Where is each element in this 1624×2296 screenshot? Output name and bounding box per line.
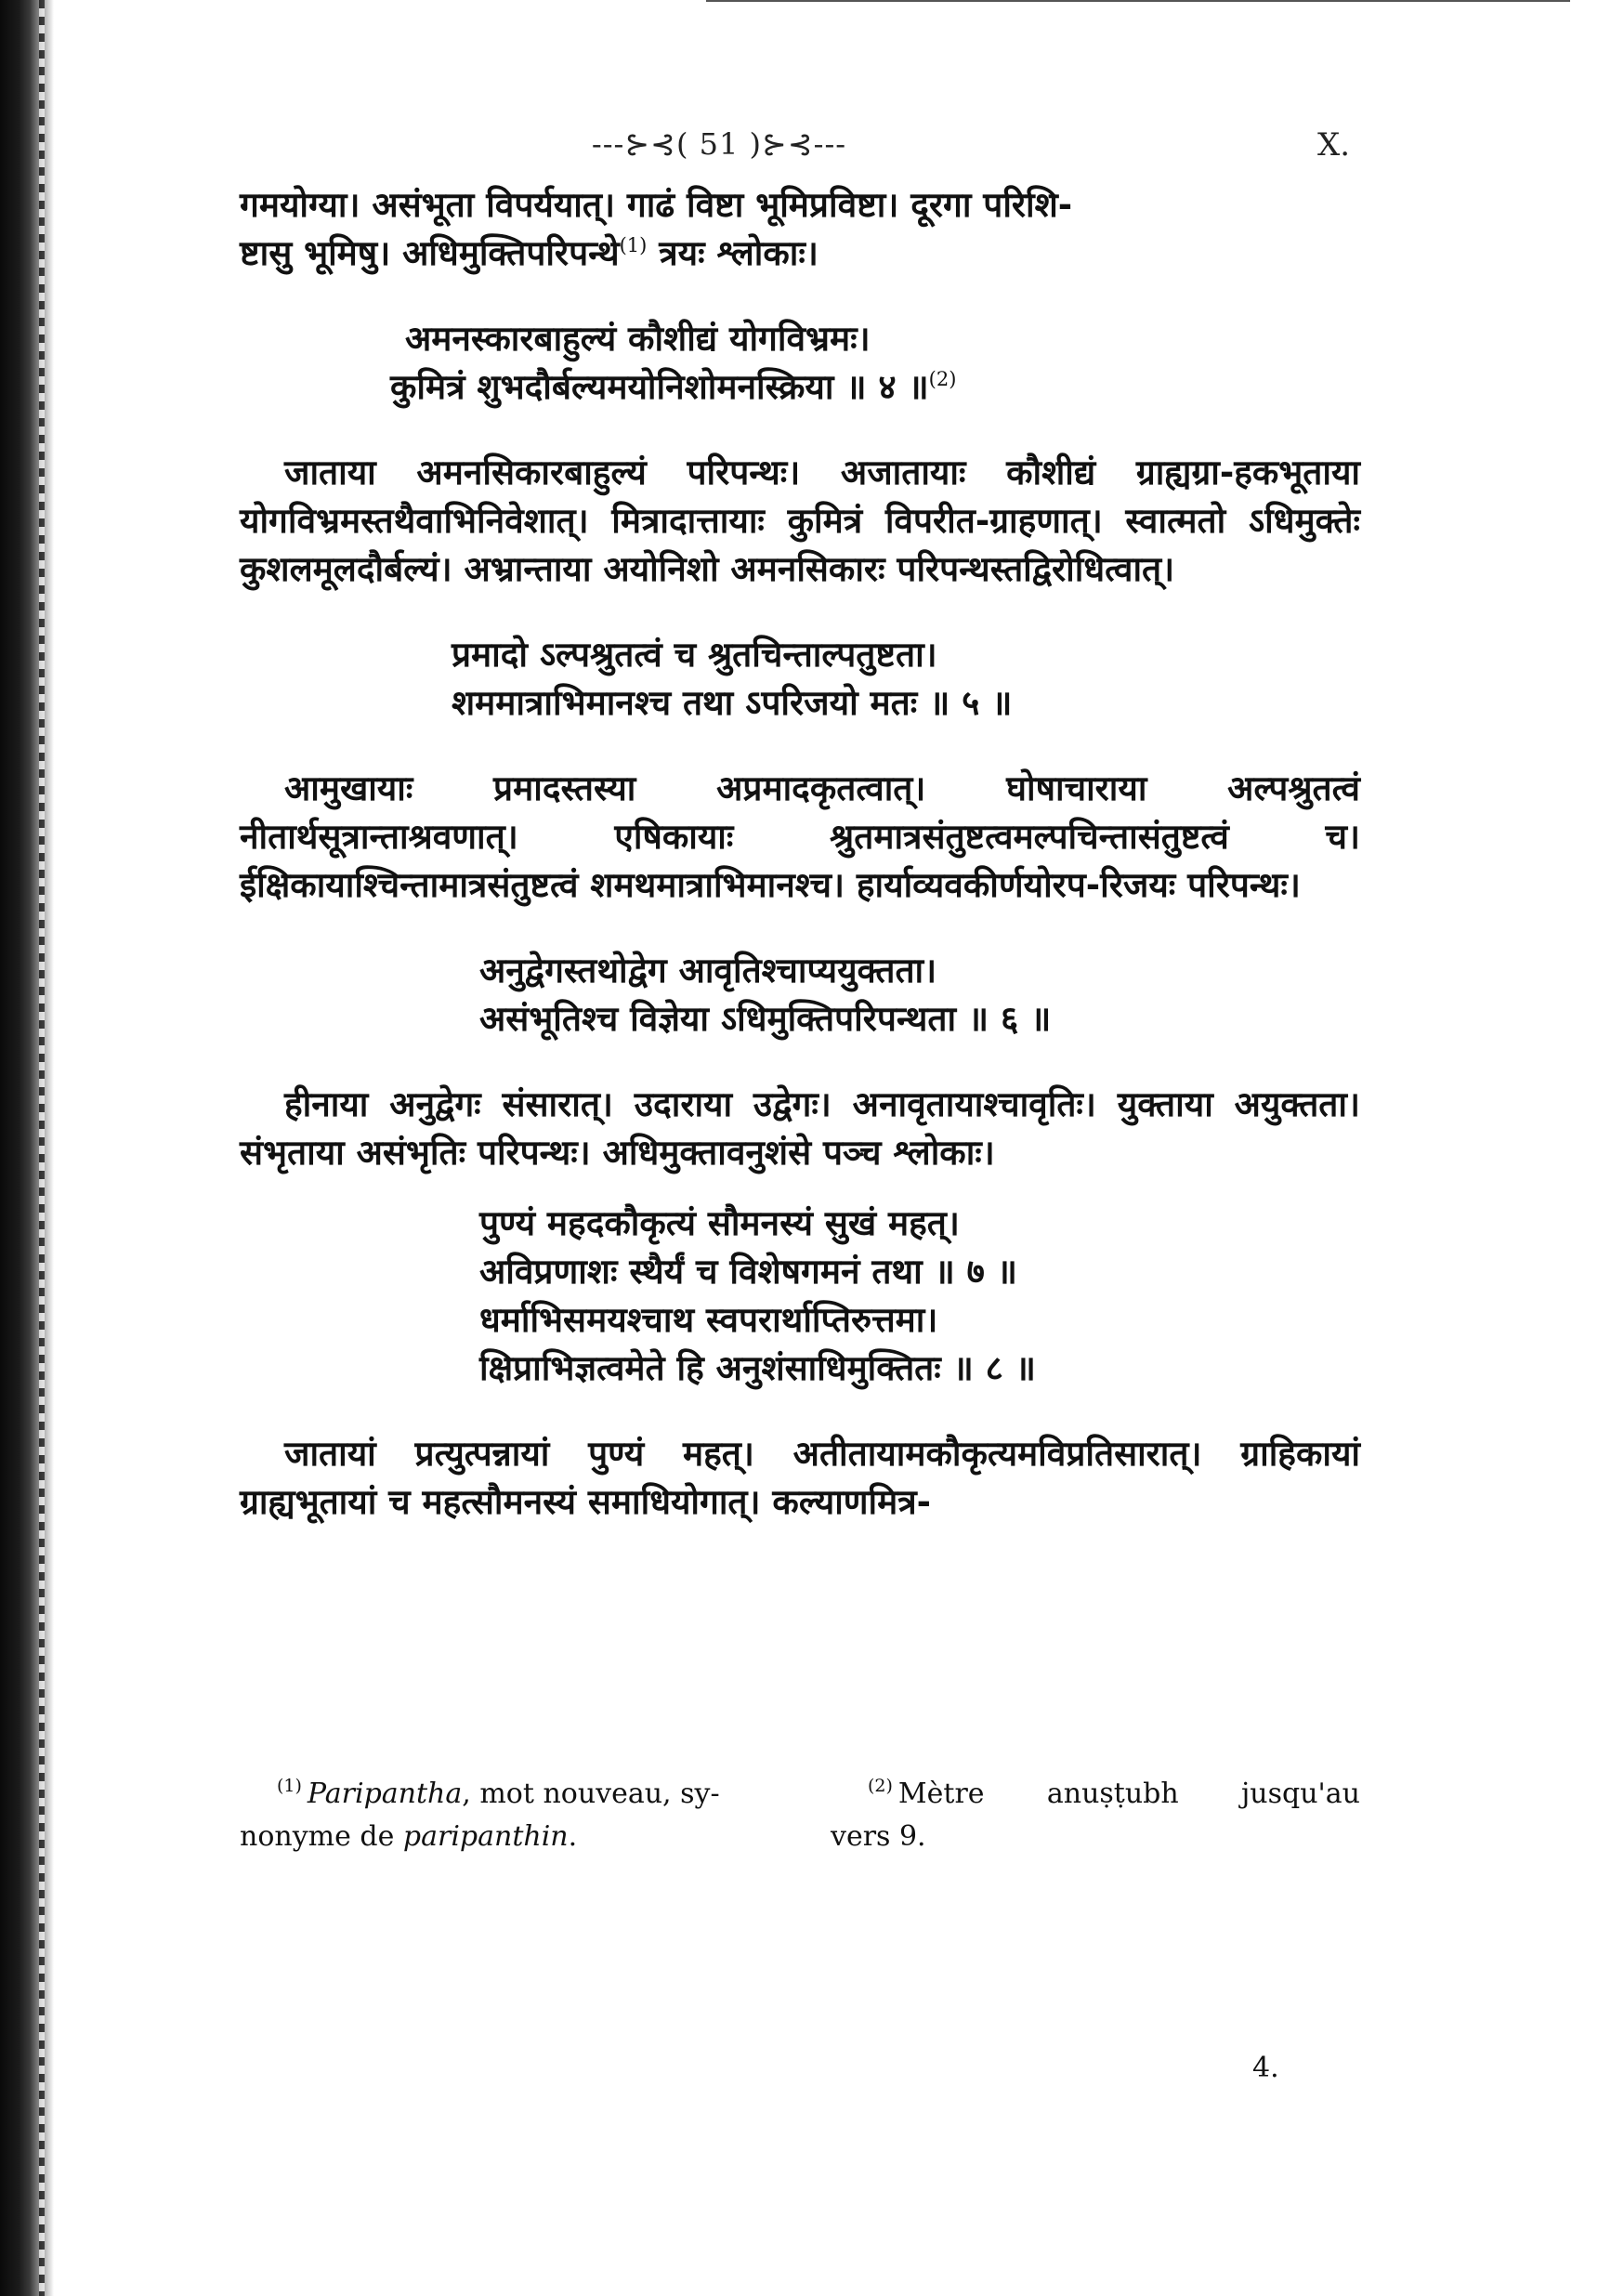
footnote-2-word-1: Mètre [897,1778,985,1810]
page-top-edge [706,0,1570,2]
footnote-2 [831,1773,1360,1858]
footnote-2-line-2: vers 9. [831,1820,926,1853]
footnote-2-word-2: anuṣṭubh [1046,1778,1179,1810]
footnote-2-mark: (2) [868,1776,893,1796]
book-binding-edge [0,0,54,2296]
paragraph-1-line-1: गमयोग्या। असंभूता विपर्ययात्। गाढं विष्टा भूमिप्रविष्टा। दूरगा परिशि- [240,185,1073,225]
verse-6-line-2: असंभूतिश्च विज्ञेया ऽधिमुक्तिपरिपन्थता ॥ ६ ॥ [479,999,1052,1039]
paragraph-2: जाताया अमनसिकारबाहुल्यं परिपन्थः। अजातायाः कौशीद्यं ग्राह्यग्रा-हकभूताया योगविभ्रमस्तथैवाभिनिवेशात्। मित्रादात्तायाः कुमित्रं विपरीत-ग्राहणात्। स्वात्मतो ऽधिमुक्तेः कुशलमूलदौर्बल्यं। अभ्रान्ताया अयोनिशो अमनसिकारः परिपन्थस्तद्विरोधित्वात्। [240,453,1360,589]
main-text [240,181,1360,1527]
footnote-2-word-3: jusqu'au [1241,1778,1360,1810]
paragraph-1-line-2-end: त्रयः श्लोकाः। [647,233,819,273]
footnote-1 [240,1773,760,1858]
paragraph-3: आमुखायाः प्रमादस्तस्या अप्रमादकृतत्वात्। घोषाचाराया अल्पश्रुतत्वं नीतार्थसूत्रान्ताश्रवणात्। एषिकायाः श्रुतमात्रसंतुष्टत्वमल्पचिन्तासंतुष्टत्वं च। ईक्षिकायाश्चिन्तामात्रसंतुष्टत्वं शमथमात्राभिमानश्च। हार्याव्यवकीर्णयोरप-रिजयः परिपन्थः। [240,768,1360,905]
paragraph-4: हीनाया अनुद्वेगः संसारात्। उदाराया उद्वेगः। अनावृतायाश्चावृतिः। युक्ताया अयुक्तता। संभृताया असंभृतिः परिपन्थः। अधिमुक्तावनुशंसे पञ्च श्लोकाः। [240,1084,1360,1173]
verse-4-line-1: अमनस्कारबाहुल्यं कौशीद्यं योगविभ्रमः। [405,319,871,359]
verse-8-line-2: क्षिप्राभिज्ञत्वमेते हि अनुशंसाधिमुक्तितः ॥ ८ ॥ [479,1348,1036,1388]
footnote-ref-2: (2) [928,368,957,390]
paragraph-5: जातायां प्रत्युत्पन्नायां पुण्यं महत्। अतीतायामकौकृत्यमविप्रतिसारात्। ग्राहिकायां ग्राह्यभूतायां च महत्सौमनस्यं समाधियोगात्। कल्याणमित्र- [240,1434,1360,1522]
verse-8-line-1: धर्माभिसमयश्चाथ स्वपरार्थाप्तिरुत्तमा। [479,1300,938,1340]
paragraph-1-line-2: ष्टासु भूमिषु। अधिमुक्तिपरिपन्थे [240,233,620,273]
verse-7-line-1: पुण्यं महदकौकृत्यं सौमनस्यं सुखं महत्। [479,1203,960,1243]
footnote-1-line-2: nonyme de [240,1820,403,1853]
verse-7-line-2: अविप्रणाशः स्थैर्यं च विशेषगमनं तथा ॥ ७ ॥ [479,1252,1017,1292]
footnote-1-text: , mot nouveau, sy- [462,1778,720,1810]
verse-4-line-2-text: कुमित्रं शुभदौर्बल्यमयोनिशोमनस्क्रिया ॥ ४ ॥ [390,367,929,407]
verse-6-line-1: अनुद्वेगस्तथोद्वेग आवृतिश्चाप्ययुक्तता। [479,951,937,991]
verse-5-line-1: प्रमादो ऽल्पश्रुतत्वं च श्रुतचिन्ताल्पतुष्टता। [452,635,937,675]
footnote-1-mark: (1) [277,1776,302,1796]
footnote-1-term-2: paripanthin [402,1820,569,1853]
footnote-1-end: . [568,1820,578,1853]
footnote-1-term: Paripantha [307,1778,463,1810]
section-number: X. [1317,126,1351,164]
paragraph-1 [240,181,1360,278]
verse-4-line-2 [240,363,1360,412]
footnote-ref-1: (1) [619,234,648,256]
signature-mark: 4. [1252,2052,1279,2084]
page-number-header: ---⊱⊰( 51 )⊱⊰--- [591,126,847,162]
verse-5-line-2: शममात्राभिमानश्च तथा ऽपरिजयो मतः ॥ ५ ॥ [452,683,1013,723]
